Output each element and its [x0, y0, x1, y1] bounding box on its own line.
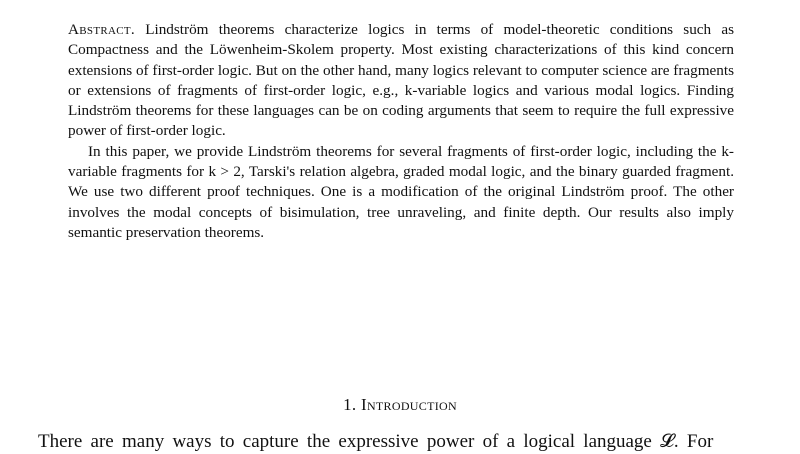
abstract-paragraph-2: In this paper, we provide Lindström theorems for several fragments of first-order logic, including the k-variable fragments for k > 2, Tarski's relation algebra, graded modal logic, and the binary guarded fragment. We use two different proof techniques. One is a modification of the original Lindström proof. The other involves the modal concepts of bisimulation, tree unraveling, and finite depth. Our results also imply semantic preservation theorems.	[68, 142, 734, 241]
abstract-paragraph-1	[68, 20, 734, 142]
abstract	[68, 20, 734, 243]
section-number: 1.	[343, 395, 357, 414]
section-heading	[0, 394, 800, 416]
section-title: Introduction	[361, 395, 457, 414]
abstract-label: Abstract.	[68, 21, 135, 38]
intro-first-line: There are many ways to capture the expressive power of a logical language 𝓛. For	[38, 431, 714, 452]
abstract-paragraph-1-text: Lindström theorems characterize logics in terms of model-theoretic conditions such as Compactness and the Löwenheim-Skolem property. Most existing characterizations of this kind concern extensions of first-order logic. But on the other hand, many logics relevant to computer science are fragments or extensions of fragments of first-order logic, e.g., k-variable logics and various modal logics. Finding Lindström theorems for these languages can be on coding arguments that seem to require the full expressive power of first-order logic.	[68, 21, 735, 140]
